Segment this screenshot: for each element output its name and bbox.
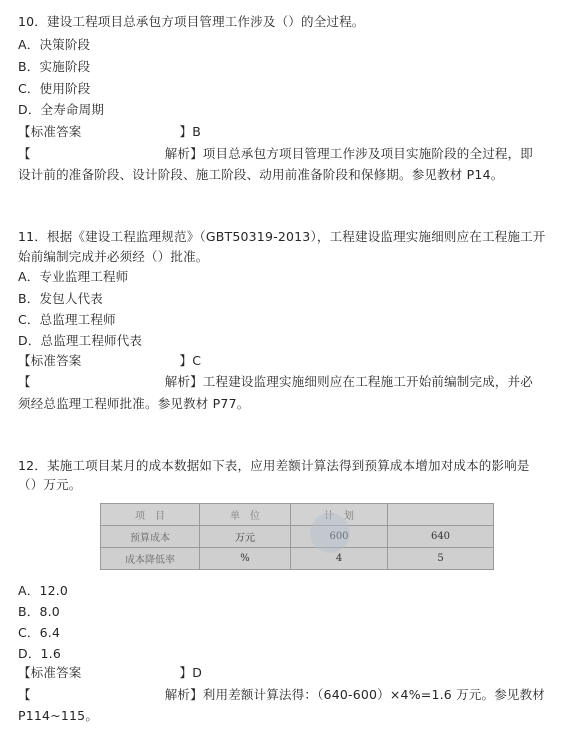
q10-option-b: B．实施阶段 bbox=[18, 59, 91, 74]
table-cell: 640 bbox=[388, 526, 494, 548]
q11-option-b: B．发包人代表 bbox=[18, 291, 103, 306]
answer-label: 【标准答案 bbox=[18, 353, 82, 368]
answer-value: 】C bbox=[179, 353, 202, 368]
q11-option-a: A．专业监理工程师 bbox=[18, 269, 129, 284]
table-cell: 4 bbox=[291, 548, 388, 570]
table-header-cell bbox=[388, 504, 494, 526]
watermark-logo-icon bbox=[310, 513, 350, 553]
q12-answer bbox=[18, 664, 202, 682]
answer-value: 】B bbox=[179, 124, 201, 139]
cost-data-table bbox=[100, 503, 494, 570]
q10-option-a: A．决策阶段 bbox=[18, 37, 91, 52]
q11-analysis bbox=[18, 373, 533, 391]
table-header-row bbox=[101, 504, 494, 526]
q12-stem-line2: （）万元。 bbox=[18, 477, 82, 492]
analysis-open: 【 bbox=[18, 146, 31, 161]
q12-stem-line1: 12．某施工项目某月的成本数据如下表，应用差额计算法得到预算成本增加对成本的影响是 bbox=[18, 458, 530, 473]
q12-option-d: D．1.6 bbox=[18, 646, 62, 661]
table-row bbox=[101, 526, 494, 548]
q10-analysis-line2: 设计前的准备阶段、设计阶段、施工阶段、动用前准备阶段和保修期。参见教材 P14。 bbox=[18, 167, 504, 182]
table-header-cell: 单 位 bbox=[200, 504, 291, 526]
table-cell: 600 bbox=[291, 526, 388, 548]
table-row bbox=[101, 548, 494, 570]
q11-option-c: C．总监理工程师 bbox=[18, 312, 116, 327]
table-header-cell: 计 划 bbox=[291, 504, 388, 526]
analysis-open: 【 bbox=[18, 687, 31, 702]
table-cell: 成本降低率 bbox=[101, 548, 200, 570]
q11-analysis-line2: 须经总监理工程师批准。参见教材 P77。 bbox=[18, 396, 250, 411]
answer-value: 】D bbox=[179, 665, 203, 680]
q10-option-d: D．全寿命周期 bbox=[18, 102, 105, 117]
table-header-cell: 项 目 bbox=[101, 504, 200, 526]
cost-data-table-image bbox=[100, 503, 494, 570]
table-cell: 5 bbox=[388, 548, 494, 570]
q12-analysis bbox=[18, 686, 545, 704]
q11-stem-line2: 始前编制完成并必须经（）批准。 bbox=[18, 249, 209, 264]
q12-analysis-line2: P114~115。 bbox=[18, 708, 99, 723]
answer-label: 【标准答案 bbox=[18, 124, 82, 139]
analysis-text: 解析】项目总承包方项目管理工作涉及项目实施阶段的全过程，即 bbox=[164, 146, 534, 161]
q11-option-d: D．总监理工程师代表 bbox=[18, 333, 143, 348]
analysis-text: 解析】利用差额计算法得：（640-600）×4%=1.6 万元。参见教材 bbox=[164, 687, 546, 702]
table-cell: % bbox=[200, 548, 291, 570]
q10-analysis bbox=[18, 145, 533, 163]
q10-stem: 10．建设工程项目总承包方项目管理工作涉及（）的全过程。 bbox=[18, 14, 365, 29]
q10-option-c: C．使用阶段 bbox=[18, 81, 91, 96]
q11-answer bbox=[18, 352, 201, 370]
analysis-open: 【 bbox=[18, 374, 31, 389]
q12-option-c: C．6.4 bbox=[18, 625, 61, 640]
q11-stem-line1: 11．根据《建设工程监理规范》（GBT50319-2013），工程建设监理实施细则应在工程施工开 bbox=[18, 229, 546, 244]
analysis-text: 解析】工程建设监理实施细则应在工程施工开始前编制完成，并必 bbox=[164, 374, 534, 389]
q12-option-a: A．12.0 bbox=[18, 583, 69, 598]
answer-label: 【标准答案 bbox=[18, 665, 82, 680]
table-cell: 万元 bbox=[200, 526, 291, 548]
q10-answer bbox=[18, 123, 201, 141]
q12-option-b: B．8.0 bbox=[18, 604, 60, 619]
table-cell: 预算成本 bbox=[101, 526, 200, 548]
